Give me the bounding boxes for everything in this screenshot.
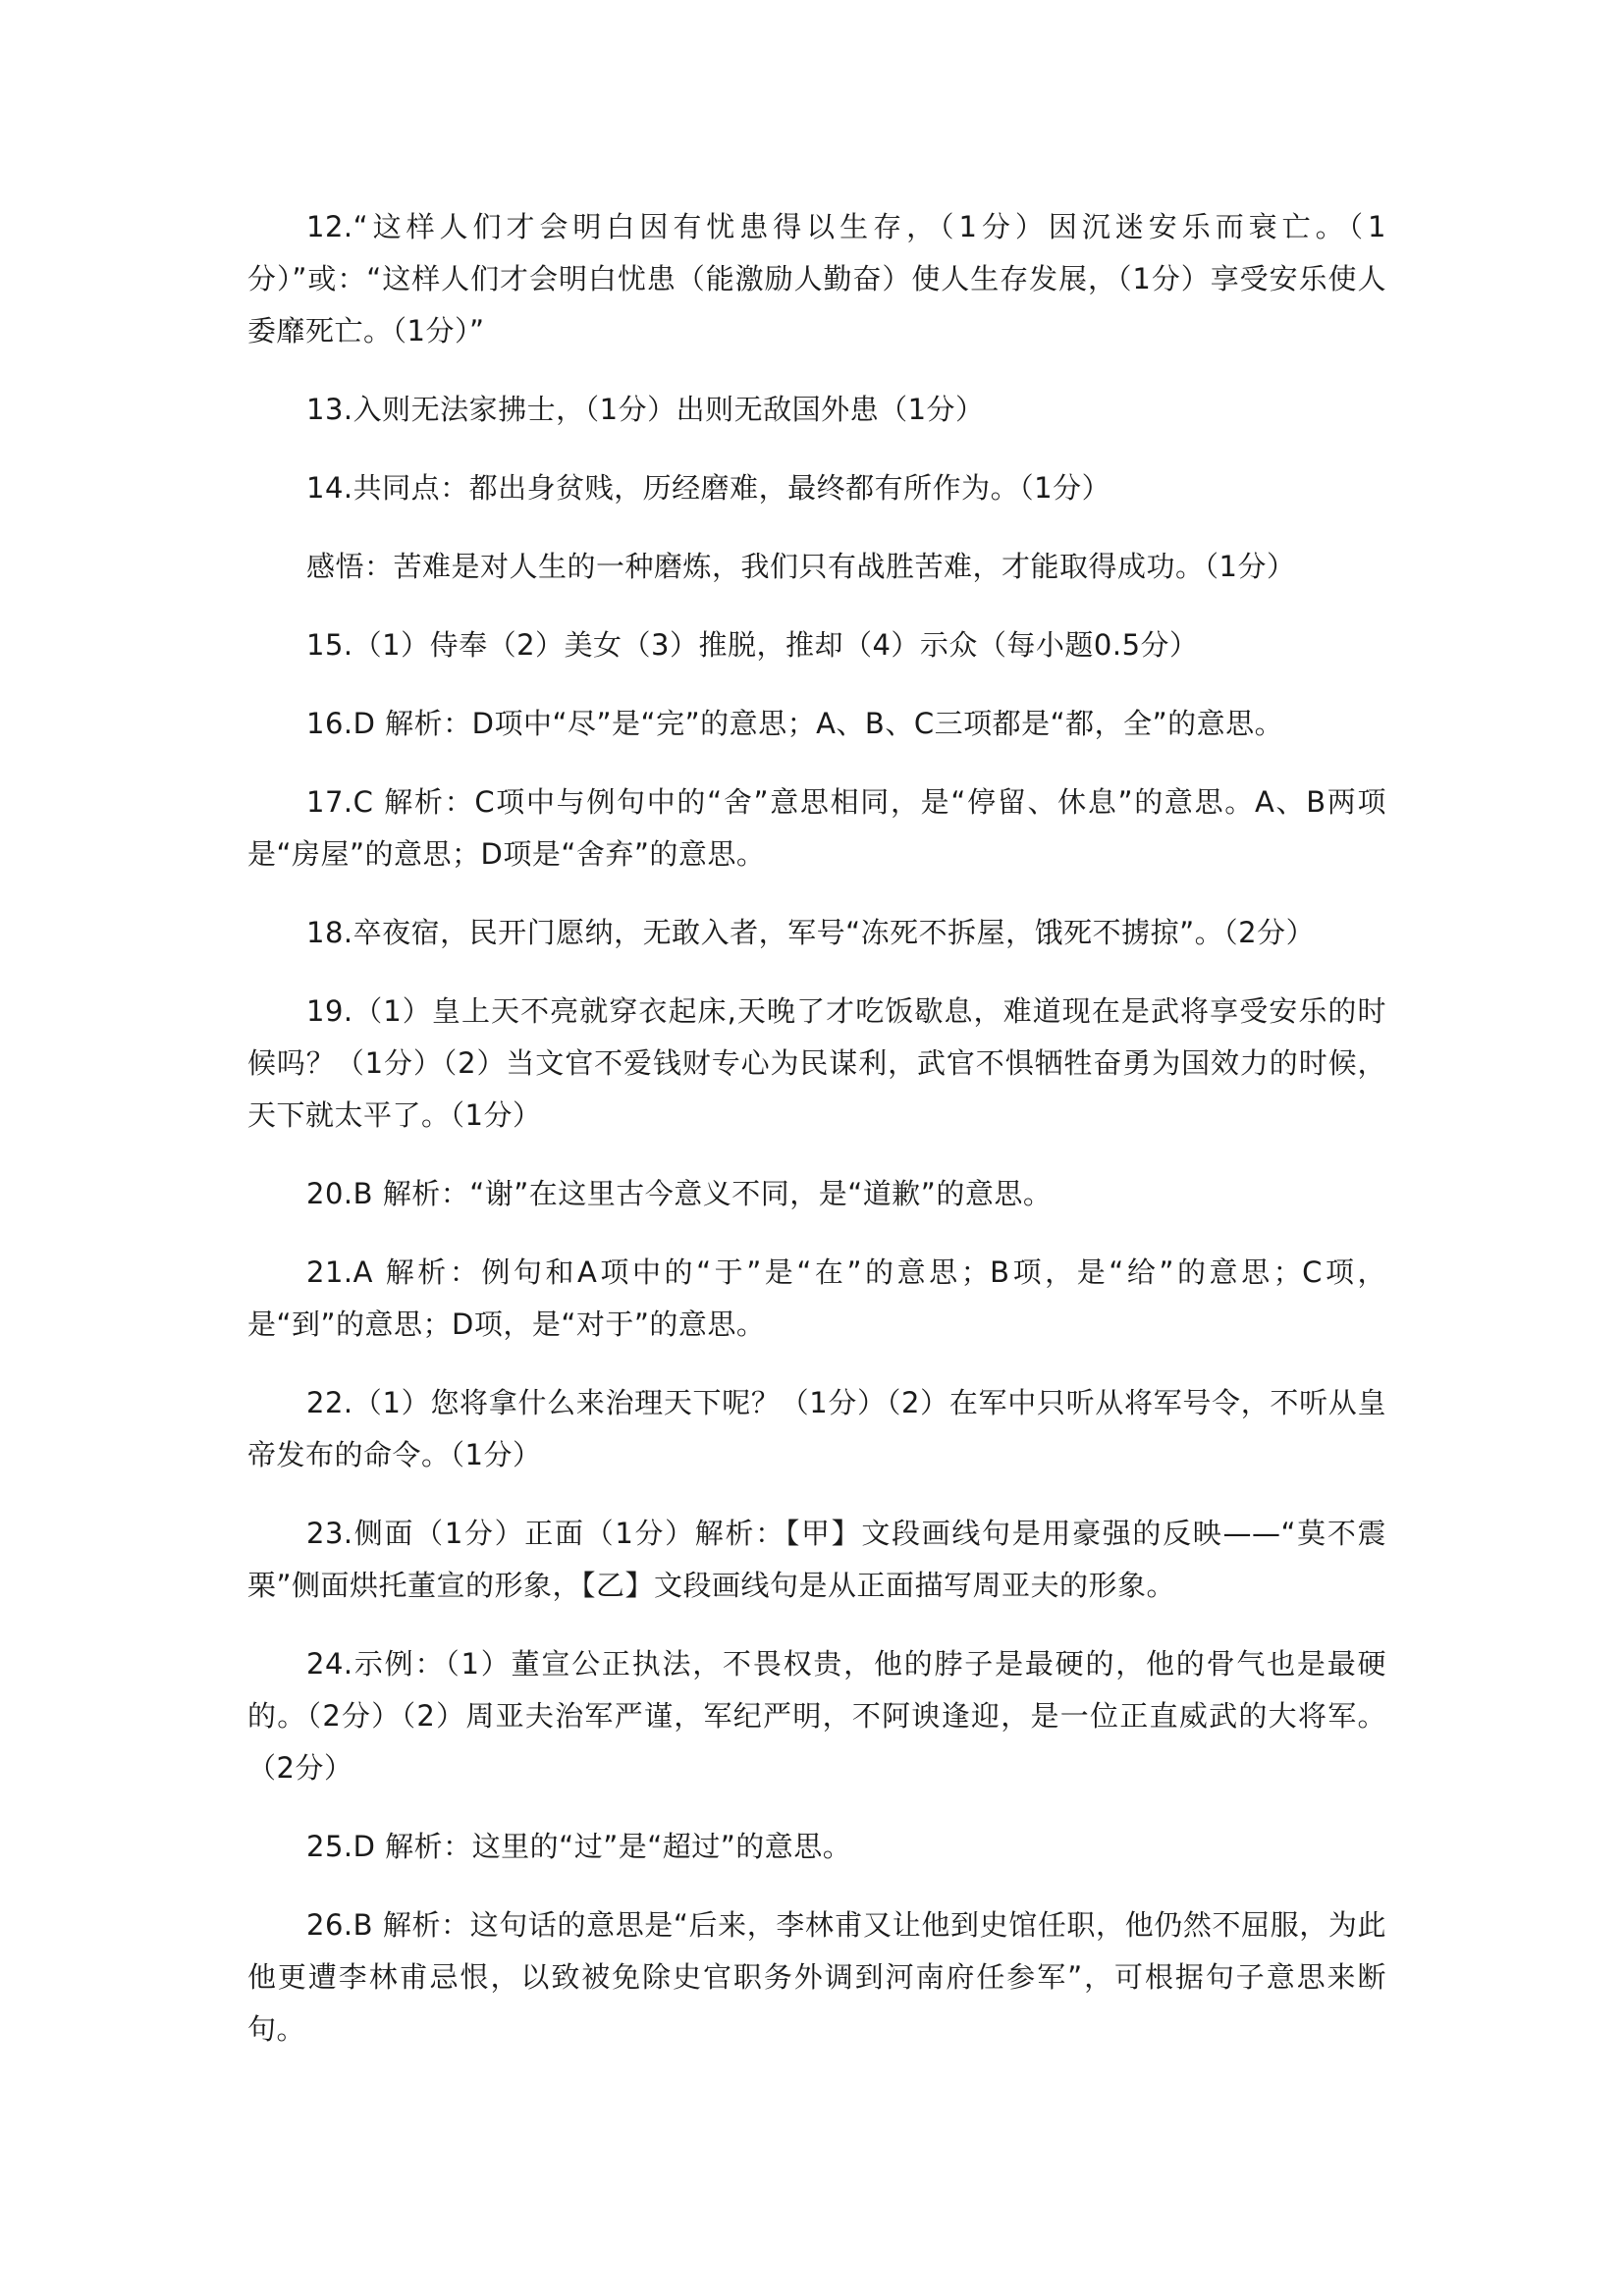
answer-25: 25.D 解析：这里的“过”是“超过”的意思。 xyxy=(306,1830,852,1863)
answer-16: 16.D 解析：D项中“尽”是“完”的意思；A、B、C三项都是“都，全”的意思。 xyxy=(306,707,1284,740)
answer-12: 12.“这样人们才会明白因有忧患得以生存，（1分）因沉迷安乐而衰亡。（1分）”或：“这样人们才会明白忧患（能激励人勤奋）使人生存发展，（1分）享受安乐使人委靡死亡。（1分）” xyxy=(247,210,1386,347)
answer-15: 15.（1）侍奉（2）美女（3）推脱，推却（4）示众（每小题0.5分） xyxy=(306,628,1199,662)
answer-key-page xyxy=(247,201,1386,2082)
answer-20: 20.B 解析：“谢”在这里古今意义不同，是“道歉”的意思。 xyxy=(306,1177,1053,1210)
answer-24: 24.示例：（1）董宣公正执法，不畏权贵，他的脖子是最硬的，他的骨气也是最硬的。（2分）（2）周亚夫治军严谨，军纪严明，不阿谀逢迎，是一位正直威武的大将军。（2分） xyxy=(247,1647,1386,1785)
answer-17: 17.C 解析：C项中与例句中的“舍”意思相同，是“停留、休息”的意思。A、B两项是“房屋”的意思；D项是“舍弃”的意思。 xyxy=(247,785,1386,871)
answer-19: 19.（1）皇上天不亮就穿衣起床,天晚了才吃饭歇息，难道现在是武将享受安乐的时候吗？（1分）（2）当文官不爱钱财专心为民谋利，武官不惧牺牲奋勇为国效力的时候，天下就太平了。（1分） xyxy=(247,994,1386,1132)
answer-23: 23.侧面（1分）正面（1分）解析：【甲】文段画线句是用豪强的反映——“莫不震栗”侧面烘托董宣的形象，【乙】文段画线句是从正面描写周亚夫的形象。 xyxy=(247,1517,1386,1602)
answer-13: 13.入则无法家拂士，（1分）出则无敌国外患（1分） xyxy=(306,393,985,426)
answer-21: 21.A 解析：例句和A项中的“于”是“在”的意思；B项，是“给”的意思；C项，是“到”的意思；D项，是“对于”的意思。 xyxy=(247,1255,1386,1341)
answer-14-reflection: 感悟：苦难是对人生的一种磨炼，我们只有战胜苦难，才能取得成功。（1分） xyxy=(306,550,1296,583)
answer-26: 26.B 解析：这句话的意思是“后来，李林甫又让他到史馆任职，他仍然不屈服，为此他更遭李林甫忌恨，以致被免除史官职务外调到河南府任参军”，可根据句子意思来断句。 xyxy=(247,1908,1386,2046)
answer-14-common-point: 14.共同点：都出身贫贱，历经磨难，最终都有所作为。（1分） xyxy=(306,471,1111,505)
answer-18: 18.卒夜宿，民开门愿纳，无敢入者，军号“冻死不拆屋，饿死不掳掠”。（2分） xyxy=(306,916,1316,949)
answer-22: 22.（1）您将拿什么来治理天下呢？（1分）（2）在军中只听从将军号令，不听从皇帝发布的命令。（1分） xyxy=(247,1386,1386,1471)
